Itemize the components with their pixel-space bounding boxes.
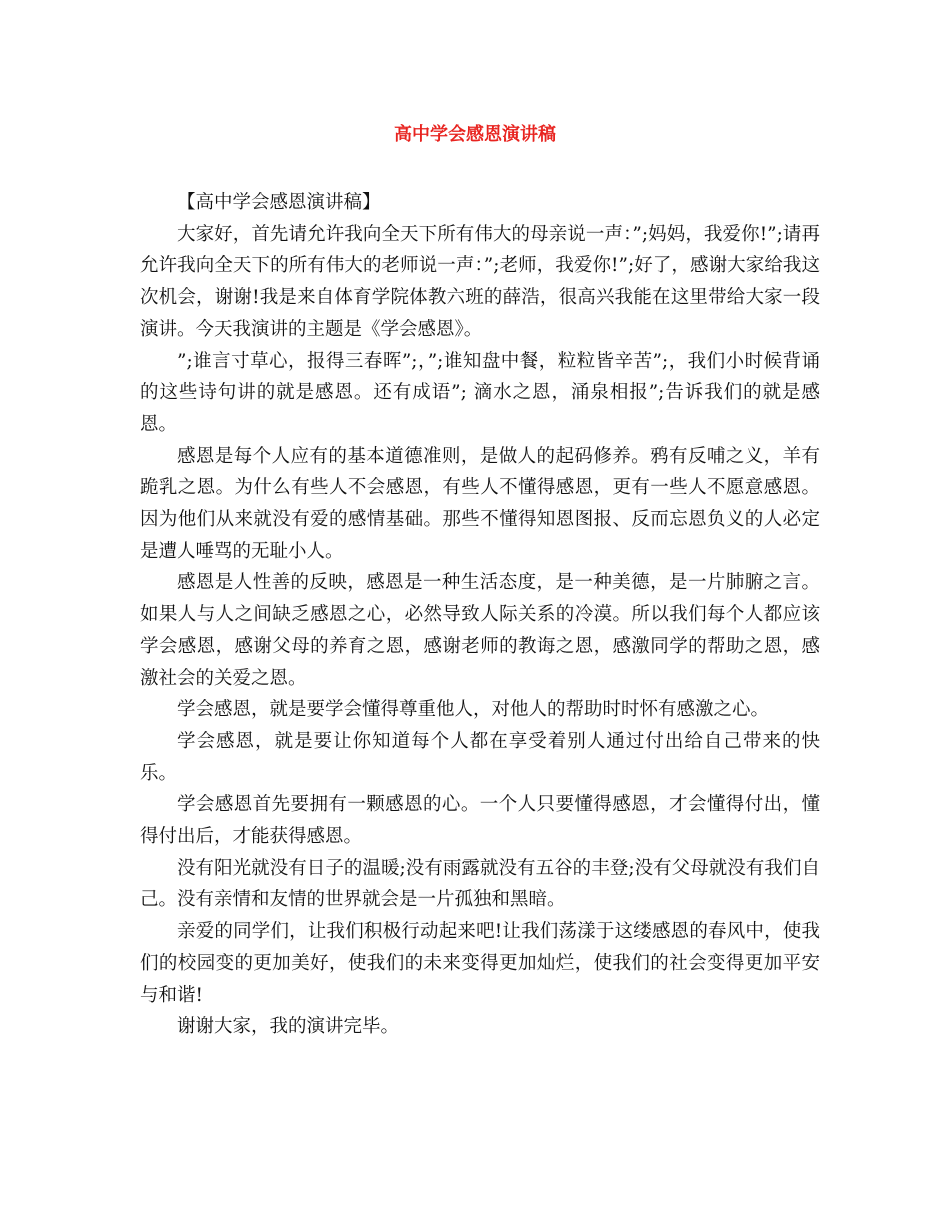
paragraph: 没有阳光就没有日子的温暖;没有雨露就没有五谷的丰登;没有父母就没有我们自己。没有亲情和友情的世界就会是一片孤独和黑暗。	[140, 857, 820, 911]
document-body	[140, 187, 820, 1043]
paragraph-heading: 【高中学会感恩演讲稿】	[177, 192, 381, 213]
paragraph: 大家好，首先请允许我向全天下所有伟大的母亲说一声：”;妈妈，我爱你!”;请再允许我向全天下的所有伟大的老师说一声：”;老师，我爱你!”;好了，感谢大家给我这次机会，谢谢!我是来自体育学院体教六班的薛浩，很高兴我能在这里带给大家一段演讲。今天我演讲的主题是《学会感恩》。	[140, 223, 820, 340]
paragraph-closing: 谢谢大家，我的演讲完毕。	[177, 1016, 400, 1038]
paragraph: ”;谁言寸草心，报得三春晖”;，”;谁知盘中餐，粒粒皆辛苦”;，我们小时候背诵的这些诗句讲的就是感恩。还有成语”; 滴水之恩，涌泉相报”;告诉我们的就是感恩。	[140, 350, 820, 435]
paragraph: 学会感恩，就是要学会懂得尊重他人，对他人的帮助时时怀有感激之心。	[177, 699, 770, 721]
paragraph: 学会感恩首先要拥有一颗感恩的心。一个人只要懂得感恩，才会懂得付出，懂得付出后，才能获得感恩。	[140, 794, 820, 848]
paragraph: 感恩是人性善的反映，感恩是一种生活态度，是一种美德，是一片肺腑之言。如果人与人之间缺乏感恩之心，必然导致人际关系的冷漠。所以我们每个人都应该学会感恩，感谢父母的养育之恩，感谢老师的教诲之恩，感激同学的帮助之恩，感激社会的关爱之恩。	[140, 572, 820, 689]
document-title: 高中学会感恩演讲稿	[394, 124, 556, 145]
paragraph: 感恩是每个人应有的基本道德准则，是做人的起码修养。鸦有反哺之义，羊有跪乳之恩。为什么有些人不会感恩，有些人不懂得感恩，更有一些人不愿意感恩。因为他们从来就没有爱的感情基础。那些不懂得知恩图报、反而忘恩负义的人必定是遭人唾骂的无耻小人。	[140, 445, 820, 562]
paragraph: 学会感恩，就是要让你知道每个人都在享受着别人通过付出给自己带来的快乐。	[140, 730, 820, 784]
paragraph: 亲爱的同学们，让我们积极行动起来吧!让我们荡漾于这缕感恩的春风中，使我们的校园变的更加美好，使我们的未来变得更加灿烂，使我们的社会变得更加平安与和谐!	[140, 921, 820, 1006]
